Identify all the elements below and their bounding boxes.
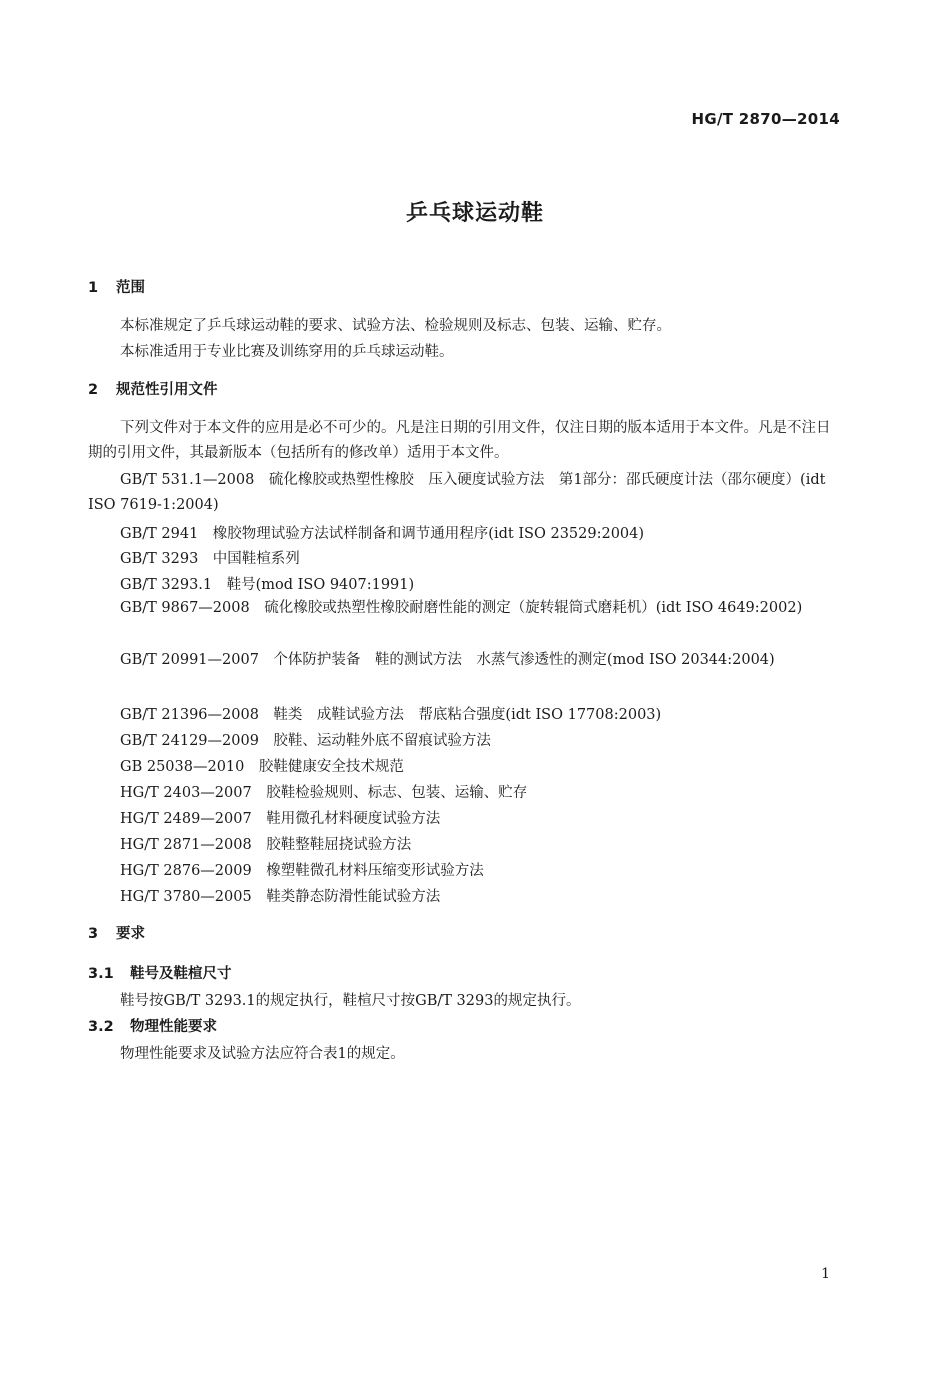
reference-item: GB/T 3293 中国鞋楦系列 [120, 551, 300, 567]
reference-item: HG/T 2403—2007 胶鞋检验规则、标志、包装、运输、贮存 [120, 785, 528, 801]
reference-item: HG/T 2489—2007 鞋用微孔材料硬度试验方法 [120, 811, 441, 827]
reference-item: GB/T 24129—2009 胶鞋、运动鞋外底不留痕试验方法 [120, 733, 491, 749]
paragraph: 鞋号按GB/T 3293.1的规定执行，鞋楦尺寸按GB/T 3293的规定执行。 [120, 993, 581, 1009]
reference-item: HG/T 3780—2005 鞋类静态防滑性能试验方法 [120, 889, 441, 905]
section-1-heading [88, 276, 145, 297]
paragraph: 本标准适用于专业比赛及训练穿用的乒乓球运动鞋。 [120, 344, 454, 360]
reference-item: HG/T 2876—2009 橡塑鞋微孔材料压缩变形试验方法 [120, 863, 484, 879]
section-number: 1 [88, 280, 99, 296]
reference-item: GB/T 9867—2008 硫化橡胶或热塑性橡胶耐磨性能的测定（旋转辊筒式磨耗机）(idt ISO 4649:2002) [120, 600, 803, 616]
reference-item: GB/T 2941 橡胶物理试验方法试样制备和调节通用程序(idt ISO 23529:2004) [120, 526, 645, 542]
reference-item: GB/T 3293.1 鞋号(mod ISO 9407:1991) [120, 577, 415, 593]
section-title: 规范性引用文件 [116, 382, 218, 398]
reference-item: GB/T 20991—2007 个体防护装备 鞋的测试方法 水蒸气渗透性的测定(mod ISO 20344:2004) [120, 652, 775, 668]
section-title: 范围 [116, 280, 145, 296]
section-2-heading [88, 378, 218, 399]
subsection-3-2-heading [88, 1015, 217, 1036]
paragraph: 本标准规定了乒乓球运动鞋的要求、试验方法、检验规则及标志、包装、运输、贮存。 [120, 318, 671, 334]
reference-item: GB 25038—2010 胶鞋健康安全技术规范 [120, 759, 404, 775]
section-3-heading [88, 922, 145, 943]
subsection-number: 3.2 [88, 1019, 114, 1035]
reference-item: GB/T 21396—2008 鞋类 成鞋试验方法 帮底粘合强度(idt ISO 17708:2003) [120, 707, 662, 723]
reference-item: GB/T 531.1—2008 硫化橡胶或热塑性橡胶 压入硬度试验方法 第1部分：邵氏硬度计法（邵尔硬度）(idt ISO 7619-1:2004) [88, 472, 826, 513]
document-title: 乒乓球运动鞋 [405, 201, 544, 226]
section-title: 要求 [116, 926, 145, 942]
paragraph: 物理性能要求及试验方法应符合表1的规定。 [120, 1046, 405, 1062]
subsection-title: 物理性能要求 [130, 1019, 217, 1035]
section-number: 3 [88, 926, 99, 942]
subsection-number: 3.1 [88, 966, 114, 982]
section-number: 2 [88, 382, 99, 398]
standard-code: HG/T 2870—2014 [691, 110, 840, 128]
subsection-3-1-heading [88, 962, 232, 983]
reference-item: HG/T 2871—2008 胶鞋整鞋屈挠试验方法 [120, 837, 412, 853]
intro-paragraph: 下列文件对于本文件的应用是必不可少的。凡是注日期的引用文件，仅注日期的版本适用于本文件。凡是不注日期的引用文件，其最新版本（包括所有的修改单）适用于本文件。 [88, 420, 831, 461]
page-number: 1 [821, 1266, 830, 1282]
subsection-title: 鞋号及鞋楦尺寸 [130, 966, 232, 982]
